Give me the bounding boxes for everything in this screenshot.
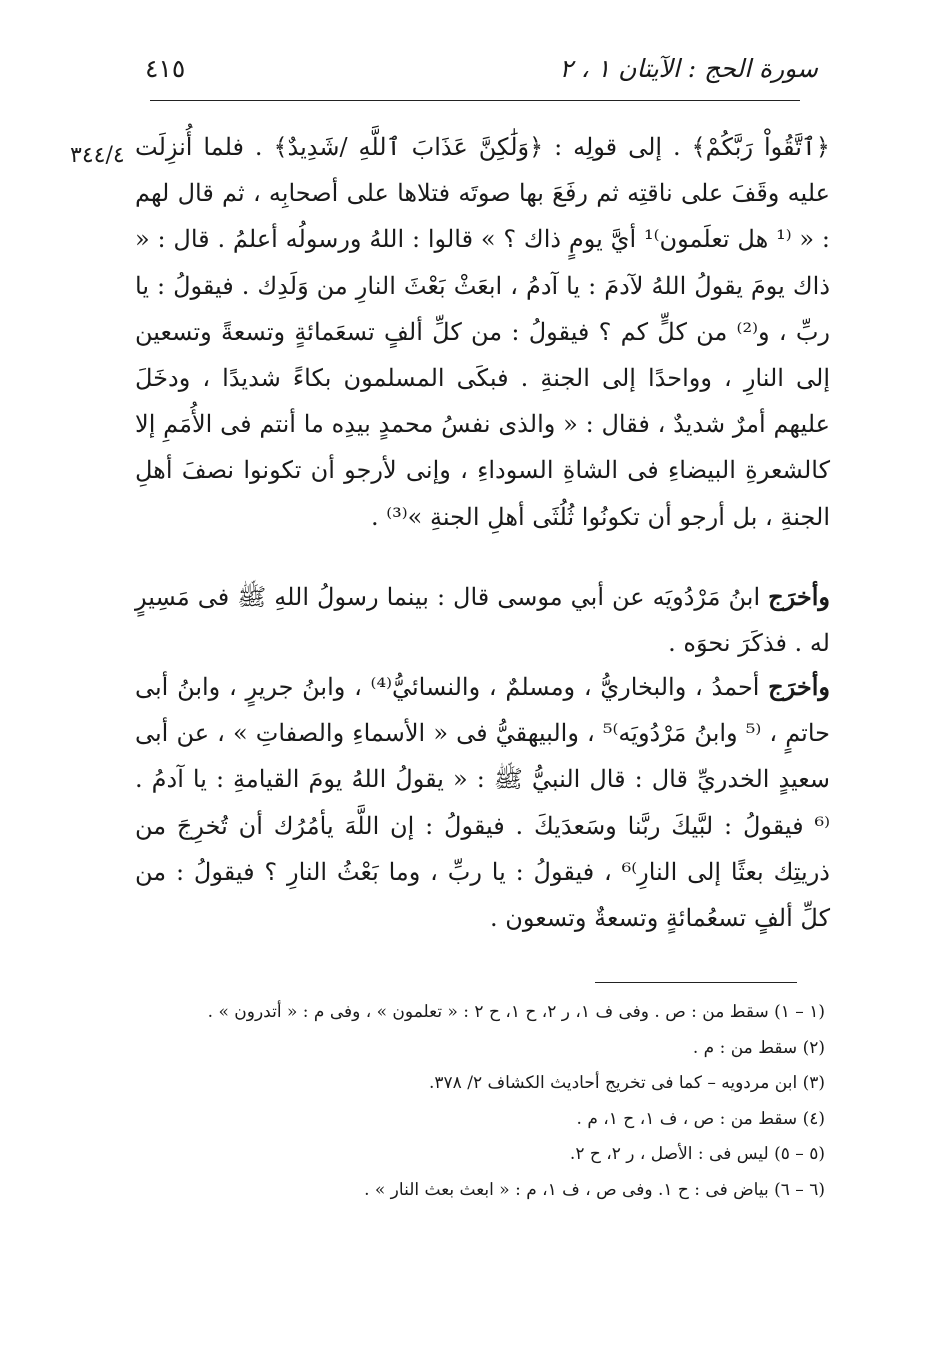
- margin-volume-page-ref: ٣٤٤/٤: [70, 143, 125, 168]
- page-number: ٤١٥: [145, 54, 186, 83]
- running-header-title: سورة الحج : الآيتان ١ ، ٢: [559, 54, 818, 83]
- footnote: (٥ – ٥) ليس فى : الأصل ، ر ٢، ح ٢.: [569, 1144, 825, 1165]
- paragraph-1: [135, 124, 830, 540]
- paragraph-3-text: أحمدُ ، والبخاريُّ ، ومسلمٌ ، والنسائيُّ⁽⁴⁾ ، وابنُ جريرٍ ، وابنُ أبى حاتمٍ ، ⁽⁵ وابنُ مَرْدُويَه⁾⁵ ، والبيهقيُّ فى « الأسماءِ والصفاتِ » ، عن أبى سعيدٍ الخدريِّ قال : قال النبيُّ ﷺ : « يقولُ اللهُ يومَ القيامةِ : يا آدمُ . ⁽⁶ فيقولُ : لبَّيكَ ربَّنا وسَعدَيكَ . فيقولُ : إن اللَّهَ يأمُرُك أن تُخرِجَ من ذريتِك بعثًا إلى النارِ⁾⁶ ، فيقولُ : يا ربِّ ، وما بَعْثُ النارِ ؟ فيقولُ : من كلِّ ألفٍ تسعُمائةٍ وتسعةٌ وتسعون .: [135, 673, 830, 933]
- footnote: (٦ – ٦) بياض فى : ح ١. وفى ص ، ف ١، م : « ابعث بعث النار » .: [364, 1179, 825, 1200]
- paragraph-2-lead: وأخرَج: [768, 582, 830, 611]
- paragraph-3: [135, 664, 830, 941]
- footnote: (٣) ابن مردويه – كما فى تخريج أحاديث الكشاف ٢/ ٣٧٨.: [428, 1073, 825, 1094]
- paragraph-2: [135, 574, 830, 666]
- paragraph-3-lead: وأخرَج: [768, 672, 830, 701]
- paragraph-2-text: ابنُ مَرْدُويَه عن أبي موسى قال : بينما رسولُ اللهِ ﷺ فى مَسِيرٍ له . فذكَرَ نحوَه .: [135, 583, 830, 658]
- footnotes: [135, 995, 825, 1209]
- footnote: (٢) سقط من : م .: [692, 1037, 825, 1058]
- footnote: (٤) سقط من : ص ، ف ١، ح ١، م .: [576, 1108, 825, 1129]
- paragraph-1-text: ﴿ٱتَّقُواْ رَبَّكُمْ﴾ . إلى قولِه : ﴿وَلَٰكِنَّ عَذَابَ ٱللَّهِ /شَدِيدٌ﴾ . فلما أُنزِلَت عليه وقَفَ على ناقتِه ثم رفَعَ بها صوتَه فتلاها على أصحابِه ، ثم قال لهم : « ⁽¹ هل تعلَمون⁾¹ أيَّ يومٍ ذاك ؟ » قالوا : اللهُ ورسولُه أعلمُ . قال : « ذاك يومَ يقولُ اللهُ لآدمَ : يا آدمُ ، ابعَثْ بَعْثَ النارِ من وَلَدِك . فيقولُ : يا ربِّ ، و⁽²⁾ من كلٍّ كم ؟ فيقولُ : من كلِّ ألفٍ تسعَمائةٍ وتسعةً وتسعين إلى النارِ ، وواحدًا إلى الجنةِ . فبكَى المسلمون بكاءً شديدًا ، ودخَلَ عليهم أمرٌ شديدٌ ، فقال : « والذى نفسُ محمدٍ بيدِه ما أنتم فى الأُمَمِ إلا كالشعرةِ البيضاءِ فى الشاةِ السوداءِ ، وإنى لأرجو أن تكونوا نصفَ أهلِ الجنةِ ، بل أرجو أن تكونُوا ثُلُثَى أهلِ الجنةِ »⁽³⁾ .: [135, 133, 831, 531]
- footnote-separator: [595, 982, 797, 983]
- footnote: (١ – ١) سقط من : ص . وفى ف ١، ر ٢، ح ١، ح ٢ : « تعلمون » ، وفى م : « أتدرون » .: [207, 1002, 825, 1022]
- header-rule: [150, 100, 800, 101]
